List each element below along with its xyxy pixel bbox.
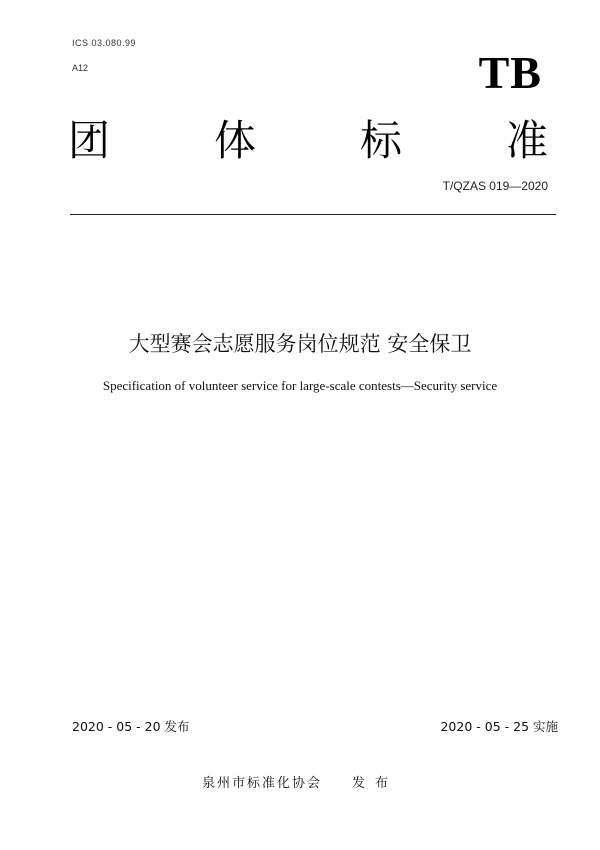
standard-type-char: 体 — [213, 116, 256, 165]
ics-code: ICS 03.080.99 — [72, 38, 137, 48]
publisher-organization: 泉州市标准化协会 — [201, 776, 322, 791]
standard-type-char: 团 — [68, 116, 111, 165]
header-divider — [70, 214, 556, 215]
standard-number: T/QZAS 019—2020 — [442, 179, 548, 193]
document-title-chinese: 大型赛会志愿服务岗位规范 安全保卫 — [128, 332, 472, 356]
tb-logo: TB — [478, 47, 542, 98]
implementation-date: 2020 - 05 - 25 实施 — [440, 719, 558, 734]
document-title-english: Specification of volunteer service for large-scale contests—Security service — [102, 378, 498, 393]
standard-type-heading — [68, 116, 548, 165]
issue-date: 2020 - 05 - 20 发布 — [72, 719, 190, 734]
publisher-line — [0, 772, 600, 791]
publisher-action: 发布 — [352, 776, 399, 791]
ccs-code: A12 — [72, 63, 89, 73]
standard-type-char: 准 — [505, 116, 548, 165]
standard-type-char: 标 — [359, 116, 402, 165]
